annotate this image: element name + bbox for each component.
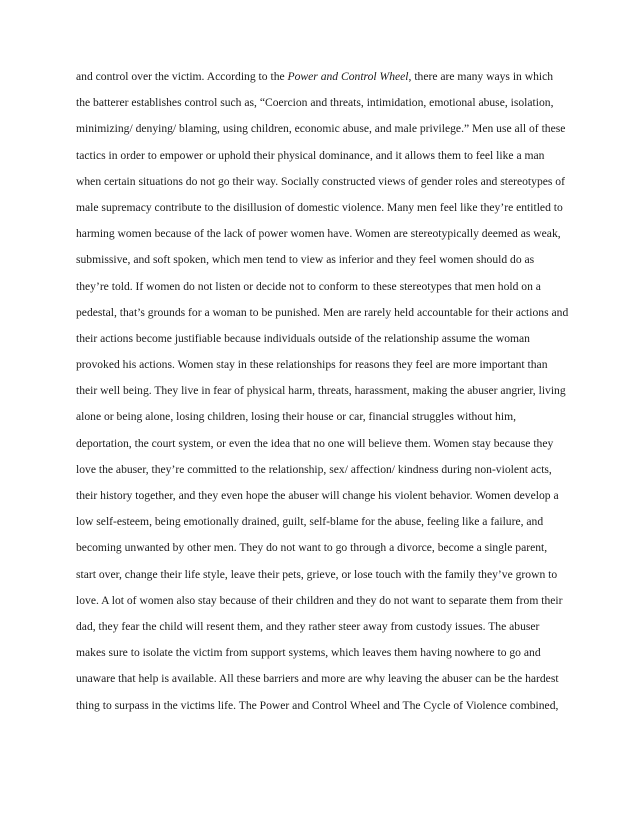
text-line (76, 404, 570, 430)
text-line (76, 195, 570, 221)
text-line (76, 483, 570, 509)
line-text: love the abuser, they’re committed to the relationship, sex/ affection/ kindness during non-violent acts, (76, 462, 552, 476)
text-line (76, 300, 570, 326)
line-text: pedestal, that’s grounds for a woman to be punished. Men are rarely held accountable for their actions and (76, 305, 569, 319)
line-text: deportation, the court system, or even the idea that no one will believe them. Women stay because they (76, 436, 554, 450)
text-line (76, 247, 570, 273)
text-line (76, 431, 570, 457)
line-text: love. A lot of women also stay because of their children and they do not want to separate them from their (76, 593, 563, 607)
line-text: male supremacy contribute to the disillusion of domestic violence. Many men feel like they’re entitled to (76, 200, 563, 214)
line-text: tactics in order to empower or uphold their physical dominance, and it allows them to feel like a man (76, 148, 545, 162)
text-line (76, 143, 570, 169)
line-text: and control over the victim. According to the (76, 70, 288, 83)
text-line (76, 352, 570, 378)
text-line (76, 221, 570, 247)
line-text: low self-esteem, being emotionally drained, guilt, self-blame for the abuse, feeling like a failure, and (76, 515, 544, 529)
line-text: start over, change their life style, leave their pets, grieve, or lose touch with the family they’ve grown to (76, 567, 558, 581)
text-line (76, 116, 570, 142)
text-line (76, 378, 570, 404)
line-text-continued: , there are many ways in which (408, 70, 554, 83)
text-line (76, 666, 570, 692)
text-line (76, 562, 570, 588)
line-text: they’re told. If women do not listen or decide not to conform to these stereotypes that men hold on a (76, 279, 541, 293)
text-line (76, 64, 570, 90)
line-text: provoked his actions. Women stay in these relationships for reasons they feel are more important than (76, 358, 548, 372)
line-text: harming women because of the lack of power women have. Women are stereotypically deemed as weak, (76, 227, 561, 241)
text-line (76, 614, 570, 640)
line-text: alone or being alone, losing children, losing their house or car, financial struggles without him, (76, 410, 516, 424)
line-text: the batterer establishes control such as, “Coercion and threats, intimidation, emotional abuse, isolation, (76, 96, 554, 110)
line-text: becoming unwanted by other men. They do not want to go through a divorce, become a single parent, (76, 541, 548, 555)
line-text: their well being. They live in fear of physical harm, threats, harassment, making the abuser angrier, living (76, 384, 566, 398)
text-line (76, 326, 570, 352)
text-line (76, 588, 570, 614)
line-text: submissive, and soft spoken, which men tend to view as inferior and they feel women should do as (76, 253, 535, 267)
line-text: their history together, and they even hope the abuser will change his violent behavior. Women develop a (76, 489, 559, 502)
text-line (76, 693, 570, 719)
text-line (76, 535, 570, 561)
text-line (76, 640, 570, 666)
body-paragraph (76, 64, 570, 719)
line-text: thing to surpass in the victims life. The Power and Control Wheel and The Cycle of Violence combined, (76, 698, 559, 712)
line-text: makes sure to isolate the victim from support systems, which leaves them having nowhere to go and (76, 646, 541, 660)
line-text: dad, they fear the child will resent them, and they rather steer away from custody issues. The abuser (76, 619, 540, 633)
line-text: their actions become justifiable because individuals outside of the relationship assume the woman (76, 331, 530, 345)
text-line (76, 274, 570, 300)
line-text: minimizing/ denying/ blaming, using children, economic abuse, and male privilege.” Men use all of these (76, 122, 566, 136)
text-line (76, 169, 570, 195)
line-text: when certain situations do not go their way. Socially constructed views of gender roles and stereotypes of (76, 174, 565, 188)
text-line (76, 457, 570, 483)
text-line (76, 90, 570, 116)
italic-title: Power and Control Wheel (287, 70, 409, 83)
text-line (76, 509, 570, 535)
line-text: unaware that help is available. All these barriers and more are why leaving the abuser can be the hardest (76, 672, 559, 686)
